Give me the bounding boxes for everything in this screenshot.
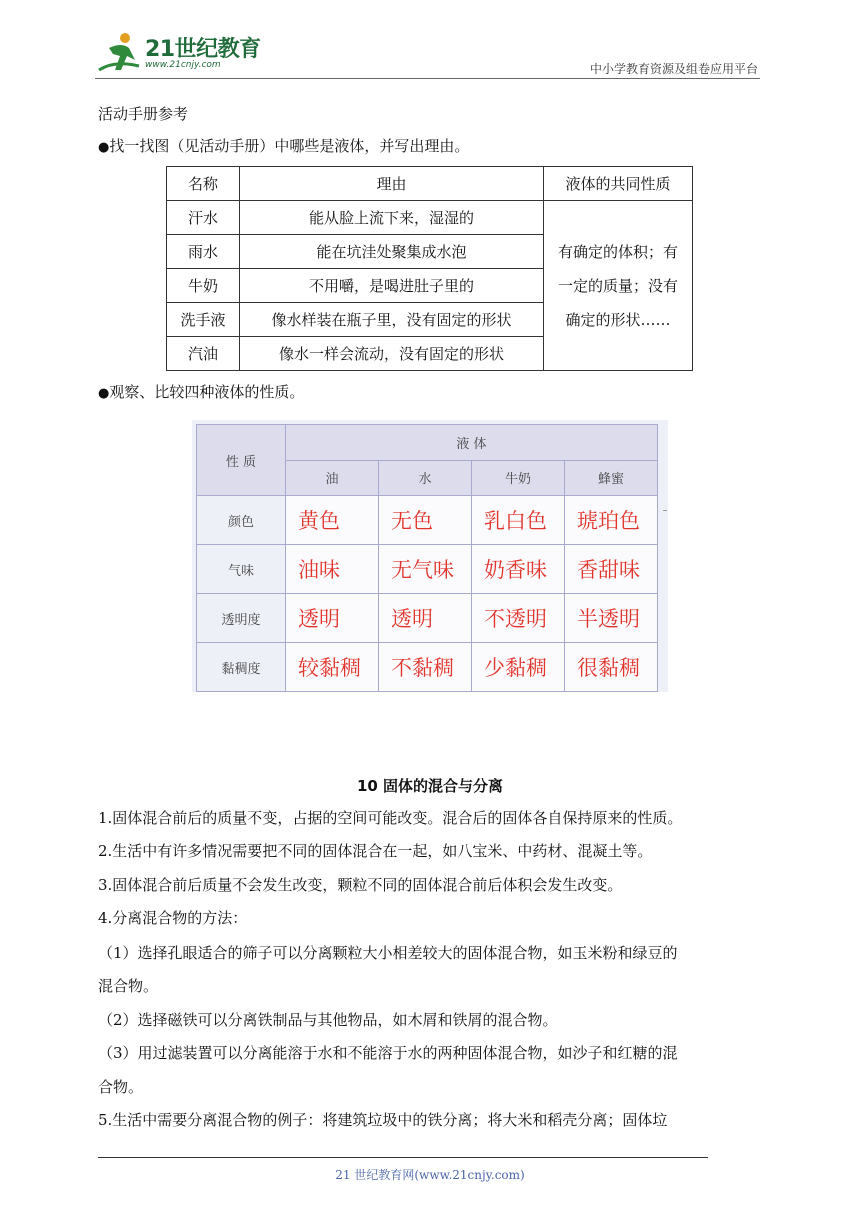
table-row — [167, 201, 693, 235]
paragraph-line: 2.生活中有许多情况需要把不同的固体混合在一起，如八宝米、中药材、混凝土等。 — [98, 842, 653, 860]
header-cell: 名称 — [167, 167, 240, 201]
paragraph-line: 1.固体混合前后的质量不变，占据的空间可能改变。混合后的固体各自保持原来的性质。 — [98, 809, 683, 827]
liquid-name: 蜂蜜 — [565, 460, 658, 496]
platform-name: 中小学教育资源及组卷应用平台 — [589, 62, 758, 76]
paragraph-line: （3）用过滤装置可以分离能溶于水和不能溶于水的两种固体混合物，如沙子和红糖的混 — [98, 1044, 678, 1062]
table-row — [197, 545, 658, 594]
property-header: 性 质 — [197, 425, 286, 496]
value-cell: 奶香味 — [472, 545, 565, 594]
table-row — [197, 594, 658, 643]
value-cell: 不黏稠 — [379, 643, 472, 692]
row-label: 颜色 — [197, 496, 286, 545]
liquid-name: 油 — [286, 460, 379, 496]
common-line: 确定的形状…… — [565, 310, 671, 329]
value-cell: 透明 — [379, 594, 472, 643]
paragraph-line: 混合物。 — [98, 977, 159, 995]
liquid-name: 牛奶 — [472, 460, 565, 496]
name-cell: 牛奶 — [167, 269, 240, 303]
value-cell: 香甜味 — [565, 545, 658, 594]
bullet-icon: ● — [98, 386, 110, 401]
liquid-properties-image — [192, 420, 668, 692]
value-cell: 透明 — [286, 594, 379, 643]
header-cell: 液体的共同性质 — [544, 167, 693, 201]
footer-divider — [98, 1157, 708, 1158]
page-header — [95, 30, 760, 82]
bullet-line-2 — [98, 382, 304, 404]
value-cell: 无气味 — [379, 545, 472, 594]
reason-cell: 能在坑洼处聚集成水泡 — [240, 235, 544, 269]
value-cell: 琥珀色 — [565, 496, 658, 545]
liquid-name: 水 — [379, 460, 472, 496]
value-cell: 很黏稠 — [565, 643, 658, 692]
common-line: 一定的质量；没有 — [557, 276, 678, 295]
reason-cell: 不用嚼，是喝进肚子里的 — [240, 269, 544, 303]
value-cell: 乳白色 — [472, 496, 565, 545]
liquid-properties-table — [196, 424, 658, 692]
value-cell: 少黏稠 — [472, 643, 565, 692]
paragraph-line: 3.固体混合前后质量不会发生改变，颗粒不同的固体混合前后体积会发生改变。 — [98, 876, 623, 894]
value-cell: 较黏稠 — [286, 643, 379, 692]
common-property-cell — [544, 201, 693, 371]
table-row — [197, 496, 658, 545]
row-label: 气味 — [197, 545, 286, 594]
reason-cell: 像水一样会流动，没有固定的形状 — [240, 337, 544, 371]
runner-logo-icon — [95, 30, 147, 78]
name-cell: 洗手液 — [167, 303, 240, 337]
paragraph-line: 5.生活中需要分离混合物的例子：将建筑垃圾中的铁分离；将大米和稻壳分离；固体垃 — [98, 1111, 668, 1129]
footer-link[interactable]: 21 世纪教育网(www.21cnjy.com) — [335, 1168, 525, 1182]
value-cell: 黄色 — [286, 496, 379, 545]
paragraph-line: 合物。 — [98, 1078, 144, 1096]
table-row — [197, 643, 658, 692]
name-cell: 汗水 — [167, 201, 240, 235]
value-cell: 半透明 — [565, 594, 658, 643]
site-logo[interactable] — [95, 30, 295, 78]
header-divider — [95, 78, 760, 79]
logo-text: 21世纪教育 — [145, 37, 261, 62]
name-cell: 雨水 — [167, 235, 240, 269]
bullet-text: 找一找图（见活动手册）中哪些是液体，并写出理由。 — [109, 137, 470, 155]
name-cell: 汽油 — [167, 337, 240, 371]
common-line: 有确定的体积；有 — [557, 242, 678, 261]
value-cell: 无色 — [379, 496, 472, 545]
bullet-line-1 — [98, 136, 469, 158]
edge-mark — [663, 510, 667, 511]
logo-url: www.21cnjy.com — [145, 60, 221, 70]
row-label: 透明度 — [197, 594, 286, 643]
value-cell: 不透明 — [472, 594, 565, 643]
row-label: 黏稠度 — [197, 643, 286, 692]
table-header-row — [167, 167, 693, 201]
reason-cell: 能从脸上流下来，湿湿的 — [240, 201, 544, 235]
value-cell: 油味 — [286, 545, 379, 594]
bullet-icon: ● — [98, 140, 110, 155]
section-heading: 活动手册参考 — [98, 105, 189, 123]
liquid-header: 液 体 — [286, 425, 658, 461]
reason-cell: 像水样装在瓶子里，没有固定的形状 — [240, 303, 544, 337]
paragraph-line: （1）选择孔眼适合的筛子可以分离颗粒大小相差较大的固体混合物，如玉米粉和绿豆的 — [98, 944, 678, 962]
bullet-text: 观察、比较四种液体的性质。 — [109, 383, 305, 401]
liquid-reason-table — [166, 166, 693, 371]
section-title: 10 固体的混合与分离 — [356, 777, 504, 795]
paragraph-line: 4.分离混合物的方法： — [98, 909, 248, 927]
paragraph-line: （2）选择磁铁可以分离铁制品与其他物品，如木屑和铁屑的混合物。 — [98, 1011, 558, 1029]
header-cell: 理由 — [240, 167, 544, 201]
